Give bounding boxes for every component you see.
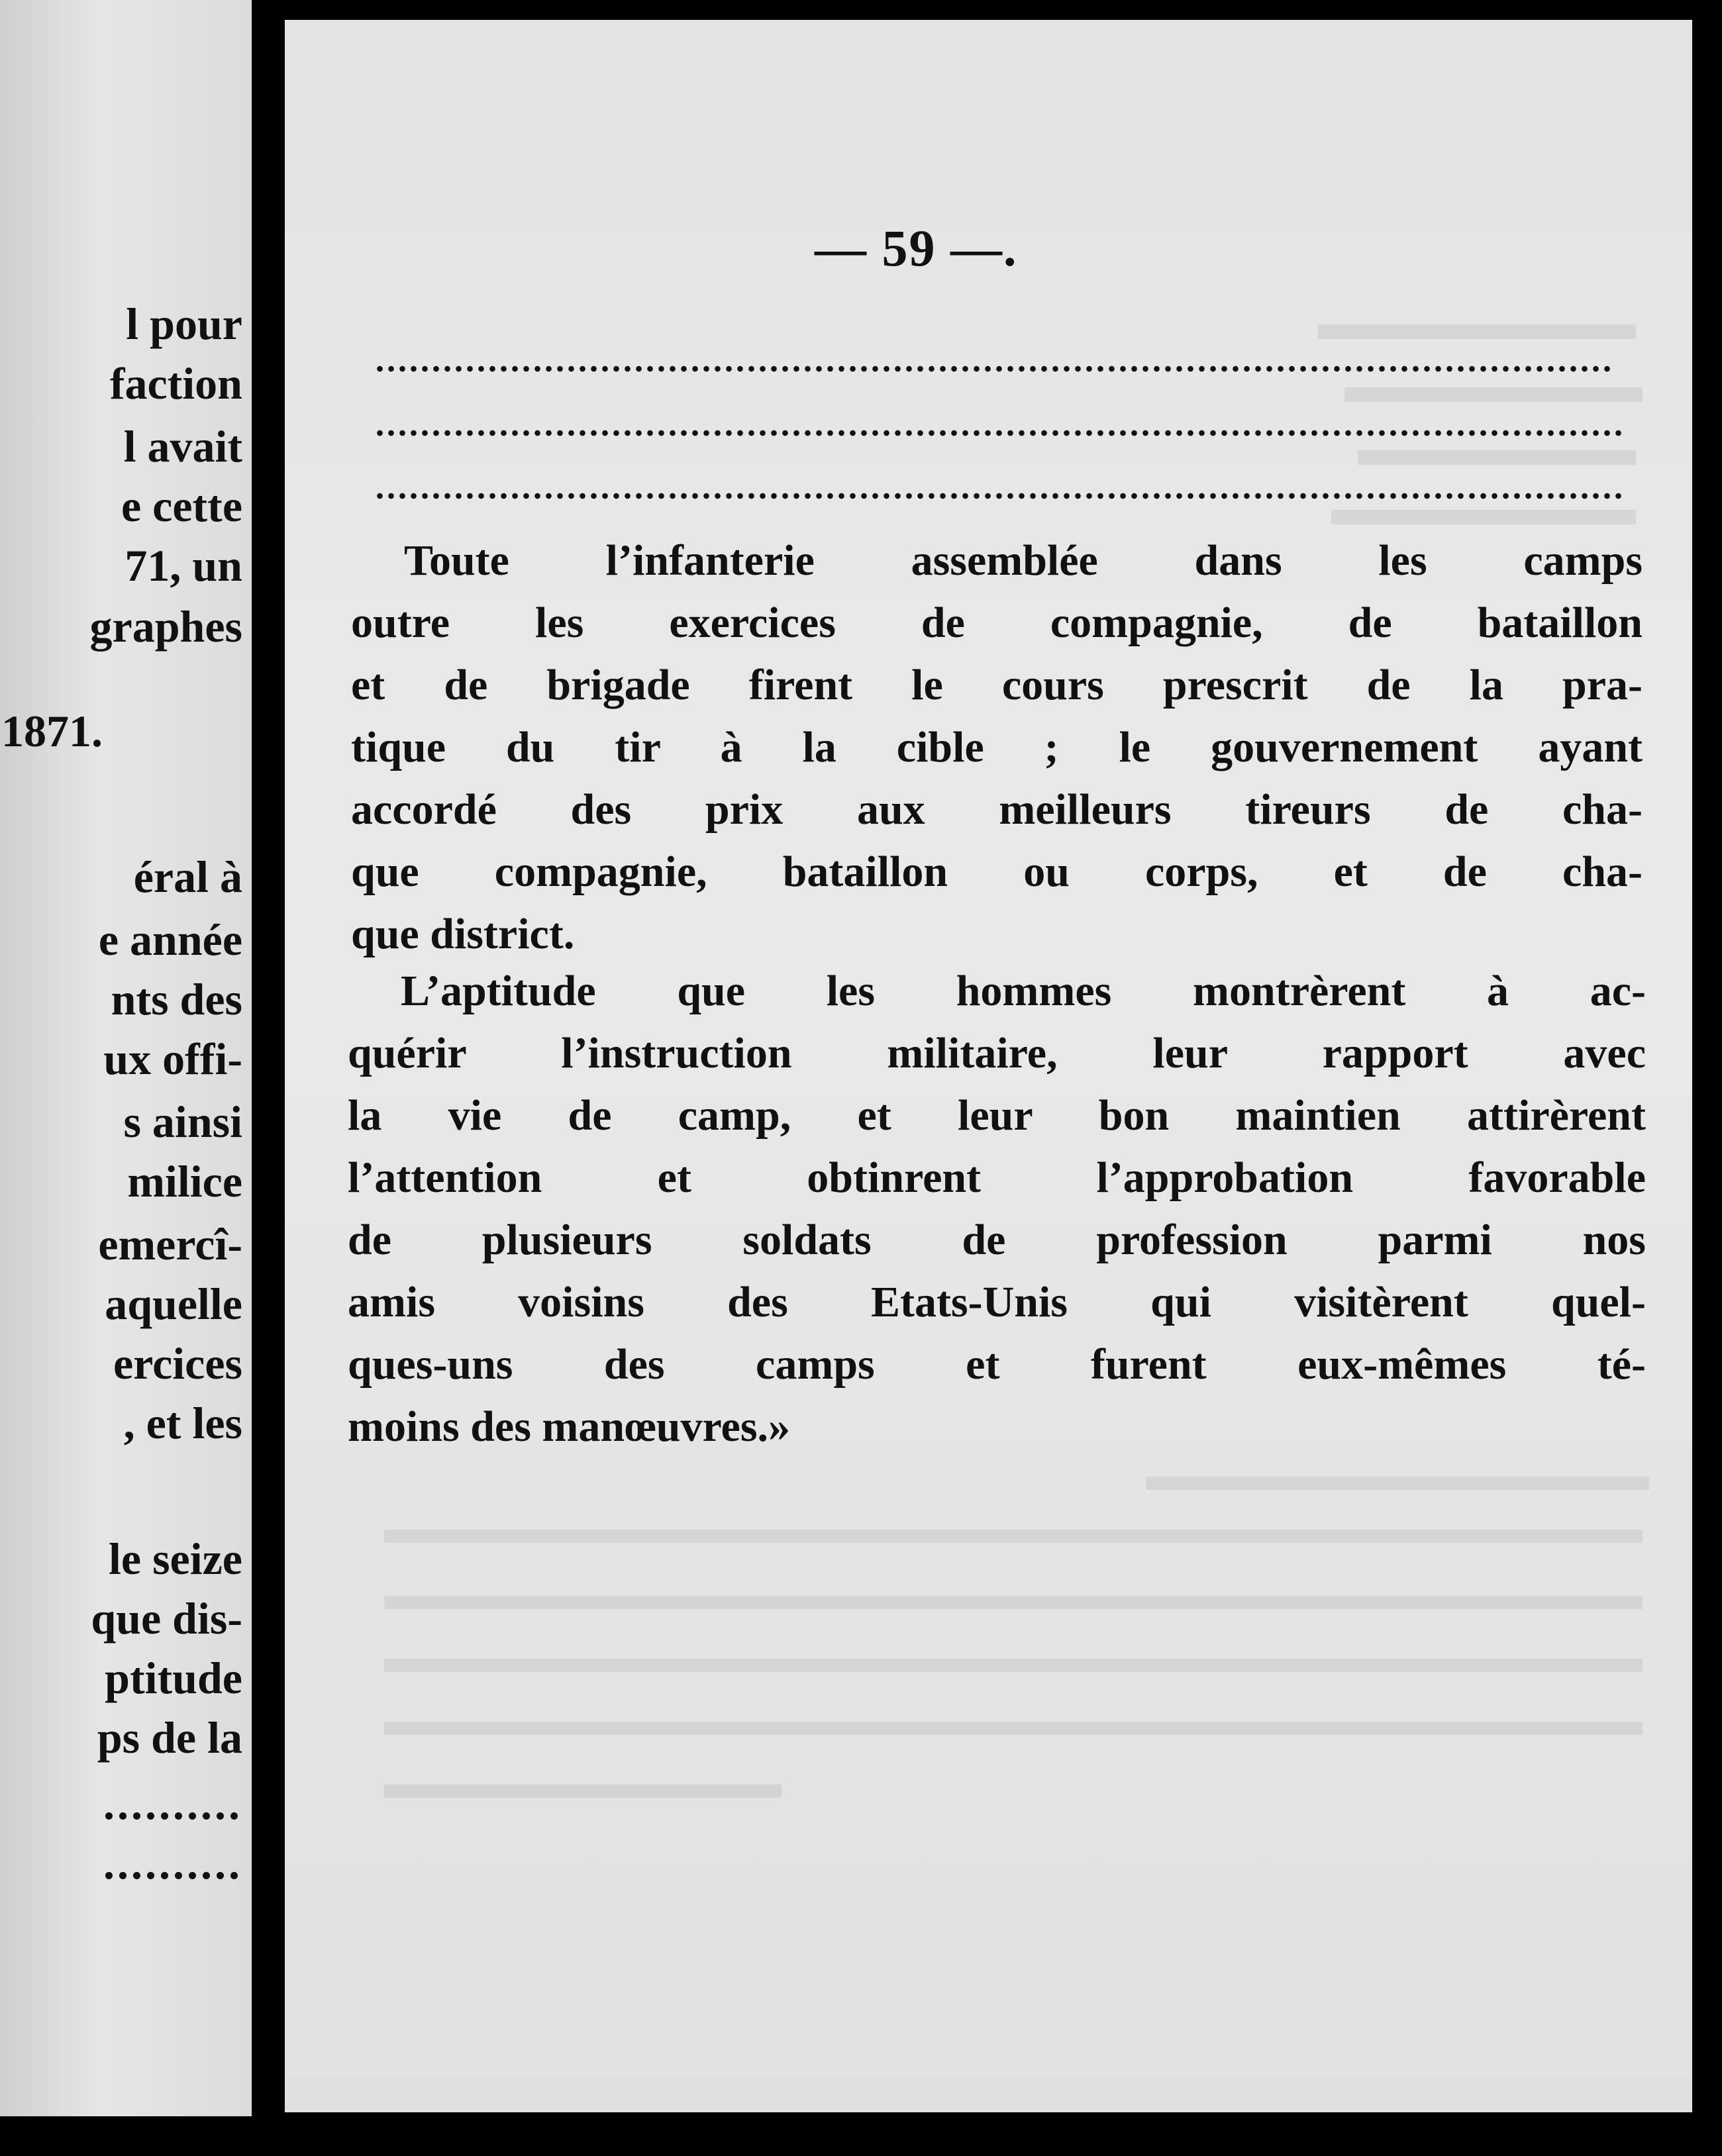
left-page-dot-leader: .......... <box>103 1838 242 1888</box>
left-page-line: 1871. <box>1 706 103 756</box>
book-page <box>285 20 1692 2112</box>
left-page-line: ptitude <box>105 1653 242 1703</box>
text-line: amis voisins des Etats-Unis qui visitèrent quel- <box>348 1278 1646 1326</box>
left-page-line: e cette <box>121 481 242 531</box>
left-page-line: éral à <box>133 852 242 902</box>
text-line: que compagnie, bataillon ou corps, et de cha- <box>351 848 1643 896</box>
text-line: ques-uns des camps et furent eux-mêmes té- <box>348 1340 1646 1389</box>
left-page-line: que dis- <box>91 1593 242 1643</box>
dot-leader-line <box>374 428 1626 438</box>
text-line: que district. <box>351 910 575 958</box>
left-page-dot-leader: .......... <box>103 1779 242 1829</box>
left-page-line: faction <box>109 358 242 409</box>
text-line: de plusieurs soldats de profession parmi nos <box>348 1216 1646 1264</box>
text-line: outre les exercices de compagnie, de bataillon <box>351 599 1643 647</box>
previous-page-fragment <box>0 0 252 2156</box>
left-page-line: l avait <box>123 421 242 471</box>
left-page-line: aquelle <box>105 1279 242 1329</box>
left-page-line: graphes <box>89 601 242 652</box>
left-page-line: , et les <box>123 1398 242 1448</box>
left-page-line: 71, un <box>125 540 242 591</box>
left-page-line: le seize <box>109 1534 242 1584</box>
text-line: la vie de camp, et leur bon maintien attirèrent <box>348 1091 1646 1140</box>
left-page-line: emercî- <box>98 1219 242 1269</box>
text-line: quérir l’instruction militaire, leur rapport avec <box>348 1029 1646 1077</box>
paragraph-military-aptitude <box>348 960 1646 1458</box>
dot-leader-line <box>374 364 1613 373</box>
page-number: — 59 —. <box>815 219 1018 277</box>
text-line: accordé des prix aux meilleurs tireurs de cha- <box>351 785 1643 834</box>
text-line: tique du tir à la cible ; le gouvernement ayant <box>351 723 1643 771</box>
left-page-line: ux offi- <box>103 1034 242 1084</box>
text-line: Toute l’infanterie assemblée dans les camps <box>404 536 1643 585</box>
scan-border <box>0 2116 1722 2156</box>
dot-leader-line <box>374 491 1626 501</box>
text-line: moins des manœuvres.» <box>348 1402 791 1451</box>
left-page-line: ps de la <box>97 1712 242 1763</box>
left-page-line: nts des <box>111 974 242 1024</box>
left-page-line: milice <box>127 1156 242 1206</box>
left-page-line: ercices <box>113 1338 242 1389</box>
text-line: L’aptitude que les hommes montrèrent à ac- <box>401 967 1646 1015</box>
text-line: et de brigade firent le cours prescrit de la pra- <box>351 661 1643 709</box>
left-page-line: s ainsi <box>123 1097 242 1147</box>
left-page-line: e année <box>98 914 242 965</box>
paragraph-target-practice <box>351 530 1643 965</box>
left-page-line: l pour <box>126 299 242 349</box>
text-line: l’attention et obtinrent l’approbation favorable <box>348 1153 1646 1202</box>
